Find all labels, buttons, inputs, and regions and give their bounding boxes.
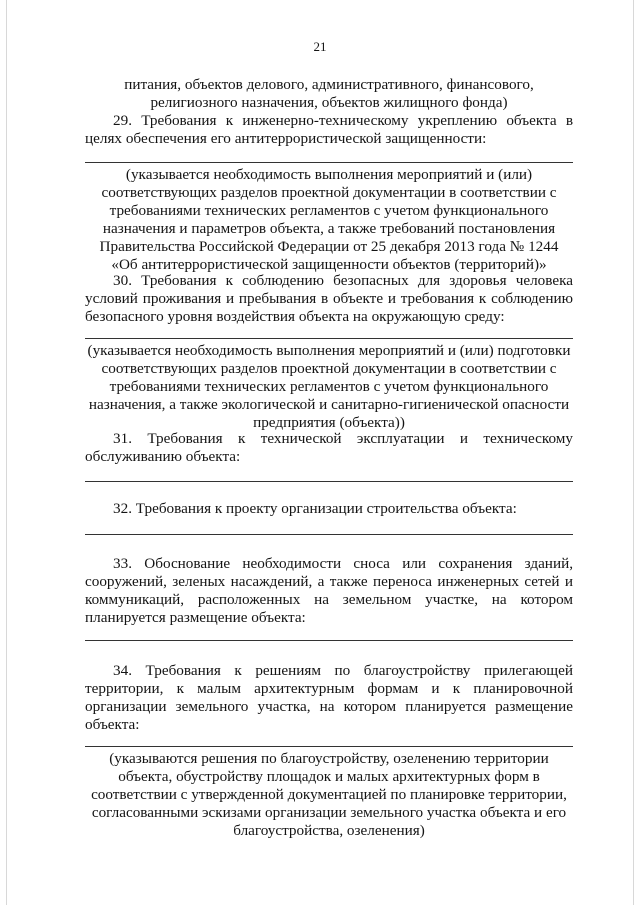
item-30-text: 30. Требования к соблюдению безопасных для здоровья человека условий проживания и пребывания в объекте и требования к соблюдению безопасного уровня воздействия объекта на окружающую среду:	[85, 272, 573, 325]
fill-line-33	[85, 640, 573, 641]
item-29-text: 29. Требования к инженерно-техническому укреплению объекта в целях обеспечения его антитеррористической защищенности:	[85, 112, 573, 147]
fill-line-32	[85, 534, 573, 535]
item-34-text: 34. Требования к решениям по благоустройству прилегающей территории, к малым архитектурным формам и к планировочной организации земельного участка, на котором планируется размещение объекта:	[85, 662, 573, 733]
page-number: 21	[313, 39, 327, 54]
scan-edge-right	[633, 0, 634, 905]
item-30-note: (указывается необходимость выполнения мероприятий и (или) подготовки соответствующих разделов проектной документации в соответствии с требованиями технических регламентов с учетом функционального назначения, а также экологической и санитарно-гигиенической опасности предприятия (объекта))	[87, 342, 571, 431]
item-33-text: 33. Обоснование необходимости сноса или сохранения зданий, сооружений, зеленых насаждений, а также переноса инженерных сетей и коммуникаций, расположенных на земельном участке, на котором планируется размещение объекта:	[85, 555, 573, 626]
item-29-note: (указывается необходимость выполнения мероприятий и (или) соответствующих разделов проектной документации в соответствии с требованиями технических регламентов с учетом функционального назначения и параметров объекта, а также требований постановления Правительства Российской Федерации от 25 декабря 2013 года № 1244 «Об антитеррористической защищенности объектов (территорий)»	[99, 166, 559, 273]
fill-line-31	[85, 481, 573, 482]
scan-edge-left	[6, 0, 7, 905]
fill-line-30	[85, 338, 573, 339]
item-34-note: (указываются решения по благоустройству, озеленению территории объекта, обустройству площадок и малых архитектурных форм в соответствии с утвержденной документацией по планировке территории, согласованными эскизами организации земельного участка объекта и его благоустройства, озеленения)	[91, 750, 567, 839]
item-32-text: 32. Требования к проекту организации строительства объекта:	[113, 500, 517, 517]
continuation-text: питания, объектов делового, административного, финансового, религиозного назначения, объектов жилищного фонда)	[124, 76, 534, 111]
fill-line-29	[85, 162, 573, 163]
item-31-text: 31. Требования к технической эксплуатации и техническому обслуживанию объекта:	[85, 430, 573, 465]
fill-line-34	[85, 746, 573, 747]
